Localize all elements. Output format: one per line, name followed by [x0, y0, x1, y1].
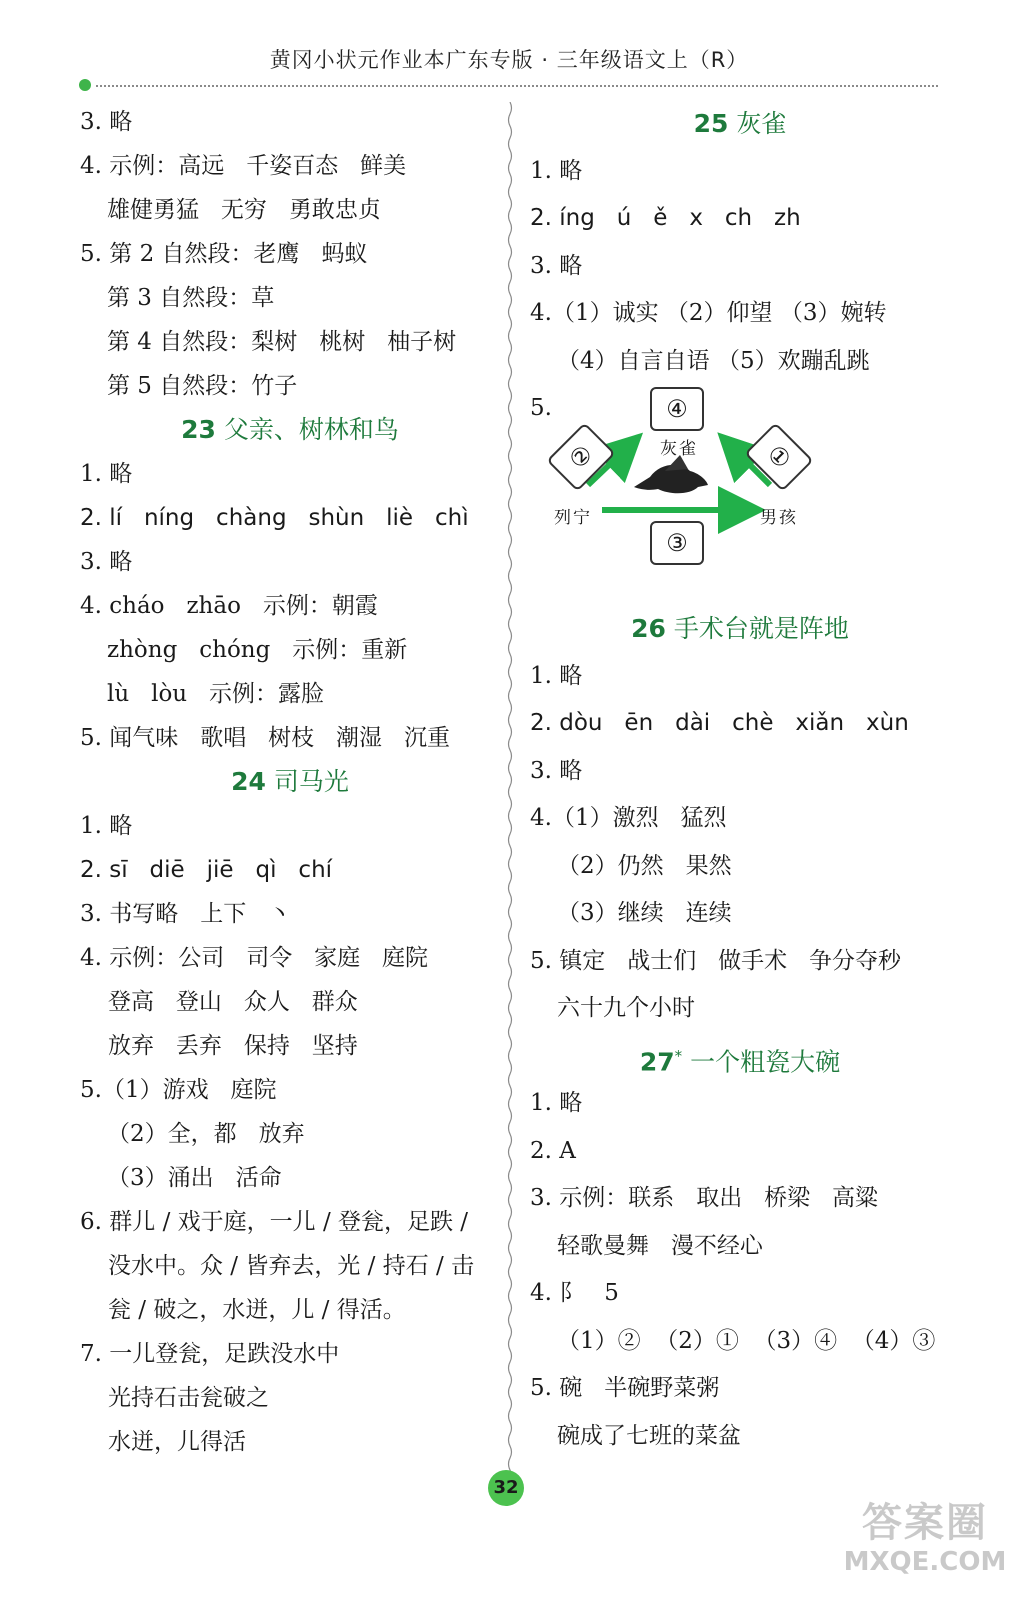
relationship-diagram [530, 385, 950, 605]
section-heading-26 [530, 605, 950, 653]
lesson-number: 25 [693, 109, 729, 138]
section-heading-23 [80, 408, 500, 452]
lesson-number: 26 [631, 614, 666, 643]
watermark-text: 答案圈 [862, 1500, 988, 1546]
answer-line: 2. A [530, 1137, 576, 1164]
answer-line: 轻歌曼舞 漫不经心 [557, 1232, 763, 1259]
watermark-logo [840, 1500, 1010, 1578]
answer-line: 4. 示例：公司 司令 家庭 庭院 [80, 945, 429, 971]
diagram-box-bottom: ③ [650, 521, 704, 565]
answer-line: 雄健勇猛 无穷 勇敢忠贞 [107, 197, 381, 223]
sparrow-icon [634, 455, 708, 493]
answer-line: 碗成了七班的菜盆 [557, 1422, 741, 1449]
answer-line: 2. lí níng chàng shùn liè chì [80, 505, 469, 531]
answer-line: 放弃 丢弃 保持 坚持 [108, 1033, 358, 1059]
diagram-label-nanhai: 男孩 [760, 508, 798, 528]
answer-line: 1. 略 [530, 1090, 583, 1116]
answer-line: 5. 镇定 战士们 做手术 争分夺秒 [530, 947, 902, 974]
lesson-title: 一个粗瓷大碗 [690, 1046, 841, 1076]
answer-line: 2. sī diē jiē qì chí [80, 857, 333, 883]
answer-line: 第 3 自然段：草 [107, 285, 275, 311]
answer-line: 登高 登山 众人 群众 [108, 989, 358, 1015]
answer-line: 4. 阝 5 [530, 1280, 619, 1306]
answer-line: 第 5 自然段：竹子 [107, 373, 298, 399]
diagram-box-top: ④ [650, 387, 704, 431]
right-column [530, 100, 950, 1460]
answer-line: 4. cháo zhāo 示例：朝霞 [80, 593, 378, 619]
answer-line: （4）自言自语 （5）欢蹦乱跳 [557, 347, 870, 374]
answer-line: 6. 群儿 / 戏于庭，一儿 / 登瓮，足跌 / [80, 1209, 469, 1235]
answer-line: 1. 略 [530, 662, 583, 689]
answer-line: 1. 略 [80, 461, 133, 487]
dotted-divider [96, 85, 938, 87]
wavy-column-divider [506, 102, 514, 1500]
answer-line: （3）涌出 活命 [107, 1165, 282, 1191]
answer-line: 3. 略 [80, 549, 133, 575]
answer-line: 4.（1）诚实 （2）仰望 （3）婉转 [530, 300, 887, 326]
answer-line: （3）继续 连续 [557, 900, 732, 926]
answer-line: 1. 略 [80, 813, 133, 839]
lesson-title: 手术台就是阵地 [673, 614, 849, 643]
header-title: 黄冈小状元作业本广东专版 · 三年级语文上（R） [269, 48, 749, 72]
answer-line: 5. 碗 半碗野菜粥 [530, 1375, 720, 1401]
answer-line: （2）全，都 放弃 [107, 1121, 305, 1147]
answer-line: 3. 书写略 上下 丶 [80, 901, 292, 927]
answer-line: 5.（1）游戏 庭院 [80, 1077, 277, 1103]
answer-line: 六十九个小时 [557, 995, 695, 1021]
lesson-number: 27 [639, 1046, 675, 1076]
lesson-title: 司马光 [273, 767, 349, 796]
answer-line: 7. 一儿登瓮，足跌没水中 [80, 1341, 340, 1367]
left-column [80, 100, 500, 1464]
answer-line: 3. 示例：联系 取出 桥梁 高粱 [530, 1185, 879, 1211]
section-heading-27 [530, 1033, 950, 1081]
answer-line: 水迸，儿得活 [108, 1429, 246, 1455]
answer-line: 没水中。众 / 皆弃去，光 / 持石 / 击 [108, 1253, 475, 1279]
answer-line: 1. 略 [530, 157, 583, 184]
diagram-box-right: ① [744, 422, 813, 491]
answer-line: 4. 示例：高远 千姿百态 鲜美 [80, 153, 407, 179]
answer-line: 3. 略 [530, 757, 583, 784]
diagram-label-huique: 灰雀 [660, 439, 698, 459]
green-dot-marker [79, 79, 91, 91]
section-heading-25 [530, 100, 950, 148]
answer-line: 4.（1）激烈 猛烈 [530, 805, 727, 831]
lesson-number: 24 [231, 767, 266, 796]
answer-line: 光持石击瓮破之 [108, 1385, 269, 1411]
lesson-title: 父亲、树林和鸟 [223, 415, 399, 444]
lesson-title: 灰雀 [736, 109, 787, 138]
watermark-url: MXQE.COM [843, 1547, 1007, 1577]
answer-line: 3. 略 [530, 252, 583, 279]
answer-line: 2. dòu ēn dài chè xiǎn xùn [530, 710, 909, 736]
section-heading-24 [80, 760, 500, 804]
answer-line: 瓮 / 破之，水迸，儿 / 得活。 [108, 1297, 406, 1323]
answer-line: 2. íng ú ě x ch zh [530, 205, 801, 231]
lesson-number: 23 [181, 415, 216, 444]
answer-line: lù lòu 示例：露脸 [107, 681, 325, 707]
diagram-box-left: ② [546, 422, 615, 491]
answer-line: 第 4 自然段：梨树 桃树 柚子树 [107, 329, 457, 355]
answer-line: 5. 闻气味 歌唱 树枝 潮湿 沉重 [80, 725, 450, 751]
answer-line: 5. [530, 395, 552, 421]
page-number-badge: 32 [488, 1470, 524, 1506]
answer-line: zhòng chóng 示例：重新 [107, 637, 408, 663]
answer-line: 3. 略 [80, 109, 133, 135]
diagram-label-liening: 列宁 [554, 508, 592, 528]
optional-star: * [674, 1046, 683, 1065]
answer-line: （1）② （2）① （3）④ （4）③ [557, 1327, 936, 1354]
answer-line: 5. 第 2 自然段：老鹰 蚂蚁 [80, 241, 368, 267]
answer-line: （2）仍然 果然 [557, 852, 732, 879]
